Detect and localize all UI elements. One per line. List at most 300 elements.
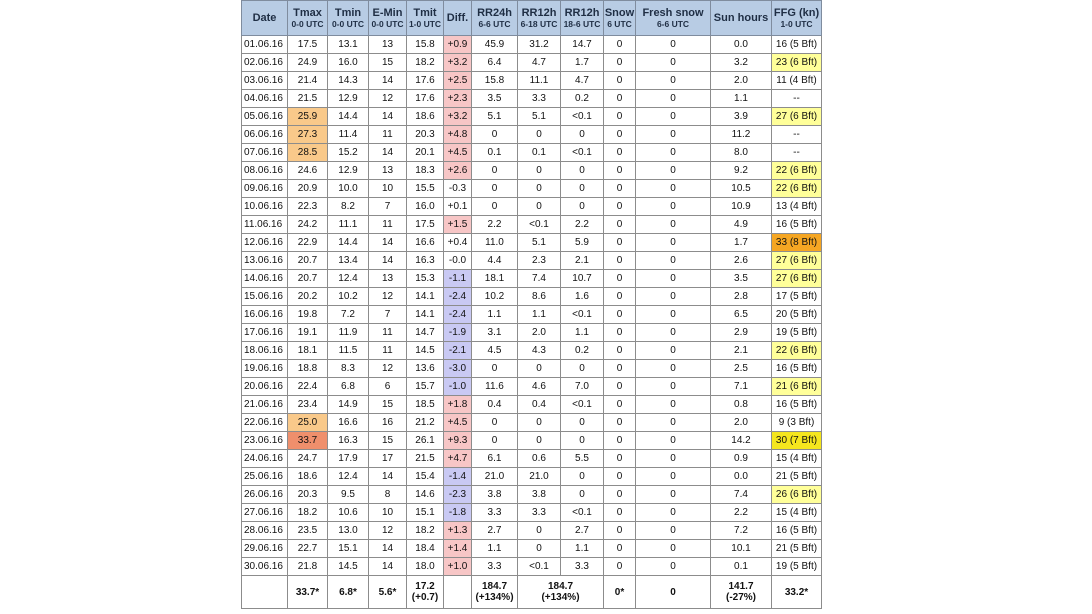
tmax-cell: 27.3 xyxy=(288,126,328,144)
table-row xyxy=(242,198,822,216)
tmin-cell: 16.3 xyxy=(328,432,369,450)
rr12d-cell: 31.2 xyxy=(518,36,561,54)
table-row xyxy=(242,468,822,486)
col-header-ffg[interactable] xyxy=(772,1,822,36)
rr12d-cell: 0.4 xyxy=(518,396,561,414)
table-row xyxy=(242,72,822,90)
emin-cell: 12 xyxy=(369,522,407,540)
date-cell: 15.06.16 xyxy=(242,288,288,306)
diff-cell: +4.8 xyxy=(444,126,472,144)
tmin-cell: 11.5 xyxy=(328,342,369,360)
tmin-cell: 15.2 xyxy=(328,144,369,162)
diff-cell: -0.0 xyxy=(444,252,472,270)
rr24-cell: 11.0 xyxy=(472,234,518,252)
rr12d-cell: 11.1 xyxy=(518,72,561,90)
rr12n-cell: 14.7 xyxy=(561,36,604,54)
tmit-cell: 17.6 xyxy=(407,72,444,90)
tmit-cell: 18.2 xyxy=(407,522,444,540)
tmax-cell: 18.2 xyxy=(288,504,328,522)
rr12d-cell: 0 xyxy=(518,198,561,216)
fresh-cell: 0 xyxy=(636,378,711,396)
rr24-cell: 0 xyxy=(472,162,518,180)
tmin-cell: 14.4 xyxy=(328,108,369,126)
tmit-cell: 15.8 xyxy=(407,36,444,54)
table-row xyxy=(242,90,822,108)
diff-cell: +1.0 xyxy=(444,558,472,576)
tmit-cell: 16.3 xyxy=(407,252,444,270)
fresh-cell: 0 xyxy=(636,360,711,378)
rr12d-cell: 8.6 xyxy=(518,288,561,306)
rr24-cell: 11.6 xyxy=(472,378,518,396)
fresh-cell: 0 xyxy=(636,306,711,324)
totals-row xyxy=(242,576,822,609)
col-subtitle: 6-18 UTC xyxy=(520,19,558,29)
diff-cell: -1.8 xyxy=(444,504,472,522)
diff-cell: -2.4 xyxy=(444,288,472,306)
rr12d-cell: 4.3 xyxy=(518,342,561,360)
fresh-cell: 0 xyxy=(636,414,711,432)
rr12n-cell: 0.2 xyxy=(561,342,604,360)
col-title: Tmax xyxy=(293,7,322,19)
rr12n-cell: 0.2 xyxy=(561,90,604,108)
sun-cell: 10.5 xyxy=(711,180,772,198)
tmin-cell: 8.3 xyxy=(328,360,369,378)
tmit-cell: 15.7 xyxy=(407,378,444,396)
snow-cell: 0 xyxy=(604,414,636,432)
rr12n-cell: 0 xyxy=(561,414,604,432)
date-cell: 26.06.16 xyxy=(242,486,288,504)
snow-cell: 0 xyxy=(604,450,636,468)
rr12d-cell: 0 xyxy=(518,162,561,180)
snow-cell: 0 xyxy=(604,360,636,378)
tmin-cell: 10.0 xyxy=(328,180,369,198)
diff-cell: +0.9 xyxy=(444,36,472,54)
col-header-snow[interactable] xyxy=(604,1,636,36)
table-row xyxy=(242,144,822,162)
rr12d-cell: 3.3 xyxy=(518,90,561,108)
tmit-cell: 14.1 xyxy=(407,306,444,324)
ffg-cell: 27 (6 Bft) xyxy=(772,252,822,270)
date-cell: 24.06.16 xyxy=(242,450,288,468)
sun-cell: 0.9 xyxy=(711,450,772,468)
date-cell: 21.06.16 xyxy=(242,396,288,414)
col-title: FFG (kn) xyxy=(773,7,820,19)
rr24-cell: 6.4 xyxy=(472,54,518,72)
col-title: Sun hours xyxy=(713,12,769,24)
rr12d-cell: 4.6 xyxy=(518,378,561,396)
sun-cell: 3.2 xyxy=(711,54,772,72)
diff-cell: +3.2 xyxy=(444,108,472,126)
col-header-tmit[interactable] xyxy=(407,1,444,36)
rr24-cell: 0 xyxy=(472,180,518,198)
emin-cell: 12 xyxy=(369,360,407,378)
table-row xyxy=(242,306,822,324)
emin-cell: 13 xyxy=(369,162,407,180)
fresh-cell: 0 xyxy=(636,540,711,558)
tmin-cell: 8.2 xyxy=(328,198,369,216)
tmax-cell: 18.1 xyxy=(288,342,328,360)
tmin-cell: 7.2 xyxy=(328,306,369,324)
date-cell: 18.06.16 xyxy=(242,342,288,360)
fresh-cell: 0 xyxy=(636,54,711,72)
tmax-cell: 25.0 xyxy=(288,414,328,432)
emin-cell: 15 xyxy=(369,432,407,450)
date-cell: 20.06.16 xyxy=(242,378,288,396)
tmin-cell: 16.0 xyxy=(328,54,369,72)
tmax-cell: 18.8 xyxy=(288,360,328,378)
rr24-cell: 4.4 xyxy=(472,252,518,270)
table-row xyxy=(242,378,822,396)
ffg-cell: 16 (5 Bft) xyxy=(772,36,822,54)
rr12n-cell: <0.1 xyxy=(561,108,604,126)
tmax-cell: 19.1 xyxy=(288,324,328,342)
tmax-cell: 22.7 xyxy=(288,540,328,558)
snow-cell: 0 xyxy=(604,72,636,90)
date-cell: 13.06.16 xyxy=(242,252,288,270)
fresh-cell: 0 xyxy=(636,216,711,234)
rr12n-cell: 2.2 xyxy=(561,216,604,234)
date-cell: 02.06.16 xyxy=(242,54,288,72)
total-rr12h-cell xyxy=(518,576,604,609)
tmin-cell: 13.0 xyxy=(328,522,369,540)
table-row xyxy=(242,180,822,198)
sun-cell: 2.1 xyxy=(711,342,772,360)
tmax-cell: 20.9 xyxy=(288,180,328,198)
snow-cell: 0 xyxy=(604,198,636,216)
tmit-cell: 15.1 xyxy=(407,504,444,522)
table-row xyxy=(242,360,822,378)
ffg-cell: 19 (5 Bft) xyxy=(772,324,822,342)
snow-cell: 0 xyxy=(604,270,636,288)
tmax-cell: 22.9 xyxy=(288,234,328,252)
col-subtitle: 0-0 UTC xyxy=(371,19,404,29)
date-cell: 09.06.16 xyxy=(242,180,288,198)
tmin-cell: 11.4 xyxy=(328,126,369,144)
rr24-cell: 3.5 xyxy=(472,90,518,108)
ffg-cell: 23 (6 Bft) xyxy=(772,54,822,72)
date-cell: 03.06.16 xyxy=(242,72,288,90)
rr12d-cell: 0 xyxy=(518,414,561,432)
emin-cell: 14 xyxy=(369,108,407,126)
tmit-cell: 16.0 xyxy=(407,198,444,216)
sun-cell: 2.0 xyxy=(711,72,772,90)
sun-cell: 1.7 xyxy=(711,234,772,252)
tmit-cell: 18.0 xyxy=(407,558,444,576)
snow-cell: 0 xyxy=(604,144,636,162)
rr12d-cell: 7.4 xyxy=(518,270,561,288)
diff-cell: +2.6 xyxy=(444,162,472,180)
emin-cell: 14 xyxy=(369,558,407,576)
table-row xyxy=(242,396,822,414)
ffg-cell: 17 (5 Bft) xyxy=(772,288,822,306)
emin-cell: 7 xyxy=(369,306,407,324)
table-row xyxy=(242,342,822,360)
diff-cell: +2.5 xyxy=(444,72,472,90)
tmit-cell: 14.7 xyxy=(407,324,444,342)
date-cell: 28.06.16 xyxy=(242,522,288,540)
ffg-cell: 21 (5 Bft) xyxy=(772,540,822,558)
snow-cell: 0 xyxy=(604,234,636,252)
table-row xyxy=(242,252,822,270)
snow-cell: 0 xyxy=(604,252,636,270)
sun-cell: 4.9 xyxy=(711,216,772,234)
diff-cell: +0.1 xyxy=(444,198,472,216)
diff-cell: +3.2 xyxy=(444,54,472,72)
ffg-cell: 15 (4 Bft) xyxy=(772,450,822,468)
table-row xyxy=(242,324,822,342)
table-row xyxy=(242,36,822,54)
date-cell: 10.06.16 xyxy=(242,198,288,216)
ffg-cell: 21 (5 Bft) xyxy=(772,468,822,486)
emin-cell: 11 xyxy=(369,324,407,342)
tmax-cell: 25.9 xyxy=(288,108,328,126)
tmit-cell: 17.6 xyxy=(407,90,444,108)
fresh-cell: 0 xyxy=(636,126,711,144)
tmin-cell: 11.1 xyxy=(328,216,369,234)
col-header-diff[interactable] xyxy=(444,1,472,36)
emin-cell: 8 xyxy=(369,486,407,504)
tmax-cell: 20.7 xyxy=(288,252,328,270)
rr12n-cell: 5.9 xyxy=(561,234,604,252)
rr12d-cell: 5.1 xyxy=(518,108,561,126)
rr12n-cell: 7.0 xyxy=(561,378,604,396)
rr12n-cell: <0.1 xyxy=(561,306,604,324)
snow-cell: 0 xyxy=(604,126,636,144)
rr24-cell: 0 xyxy=(472,432,518,450)
col-header-rr24h[interactable] xyxy=(472,1,518,36)
tmin-cell: 12.4 xyxy=(328,468,369,486)
total-rr24h-percent: (+134%) xyxy=(475,592,514,603)
table-body xyxy=(242,36,822,576)
diff-cell: +4.5 xyxy=(444,414,472,432)
snow-cell: 0 xyxy=(604,522,636,540)
table-row xyxy=(242,540,822,558)
rr12n-cell: 1.6 xyxy=(561,288,604,306)
ffg-cell: -- xyxy=(772,126,822,144)
diff-cell: -2.4 xyxy=(444,306,472,324)
emin-cell: 14 xyxy=(369,234,407,252)
tmit-cell: 15.5 xyxy=(407,180,444,198)
tmax-cell: 24.2 xyxy=(288,216,328,234)
fresh-cell: 0 xyxy=(636,72,711,90)
tmin-cell: 6.8 xyxy=(328,378,369,396)
rr12n-cell: 0 xyxy=(561,198,604,216)
sun-cell: 0.0 xyxy=(711,468,772,486)
rr12n-cell: 5.5 xyxy=(561,450,604,468)
rr12d-cell: 0.6 xyxy=(518,450,561,468)
col-header-tmin[interactable] xyxy=(328,1,369,36)
emin-cell: 12 xyxy=(369,288,407,306)
tmit-cell: 15.3 xyxy=(407,270,444,288)
tmax-cell: 18.6 xyxy=(288,468,328,486)
emin-cell: 14 xyxy=(369,540,407,558)
rr12n-cell: 4.7 xyxy=(561,72,604,90)
emin-cell: 11 xyxy=(369,342,407,360)
table-row xyxy=(242,504,822,522)
date-cell: 01.06.16 xyxy=(242,36,288,54)
emin-cell: 10 xyxy=(369,180,407,198)
tmax-cell: 19.8 xyxy=(288,306,328,324)
col-header-tmax[interactable] xyxy=(288,1,328,36)
date-cell: 14.06.16 xyxy=(242,270,288,288)
rr12n-cell: 0 xyxy=(561,432,604,450)
tmax-cell: 20.2 xyxy=(288,288,328,306)
rr12n-cell: 2.1 xyxy=(561,252,604,270)
rr24-cell: 18.1 xyxy=(472,270,518,288)
total-ffg-cell: 33.2* xyxy=(772,576,822,609)
ffg-cell: 30 (7 Bft) xyxy=(772,432,822,450)
sun-cell: 2.2 xyxy=(711,504,772,522)
tmit-cell: 26.1 xyxy=(407,432,444,450)
tmax-cell: 17.5 xyxy=(288,36,328,54)
diff-cell: +0.4 xyxy=(444,234,472,252)
tmin-cell: 12.9 xyxy=(328,90,369,108)
rr12d-cell: 4.7 xyxy=(518,54,561,72)
col-subtitle: 1-0 UTC xyxy=(780,19,813,29)
ffg-cell: 20 (5 Bft) xyxy=(772,306,822,324)
tmin-cell: 14.9 xyxy=(328,396,369,414)
snow-cell: 0 xyxy=(604,324,636,342)
diff-cell: +1.3 xyxy=(444,522,472,540)
tmin-cell: 14.3 xyxy=(328,72,369,90)
tmit-cell: 21.2 xyxy=(407,414,444,432)
total-sun-percent: (-27%) xyxy=(725,592,756,603)
sun-cell: 3.9 xyxy=(711,108,772,126)
emin-cell: 15 xyxy=(369,396,407,414)
tmit-cell: 18.6 xyxy=(407,108,444,126)
fresh-cell: 0 xyxy=(636,36,711,54)
sun-cell: 7.2 xyxy=(711,522,772,540)
date-cell: 07.06.16 xyxy=(242,144,288,162)
tmit-cell: 18.5 xyxy=(407,396,444,414)
sun-cell: 7.4 xyxy=(711,486,772,504)
total-sun-cell xyxy=(711,576,772,609)
ffg-cell: -- xyxy=(772,90,822,108)
tmax-cell: 20.3 xyxy=(288,486,328,504)
col-header-rr12h-day[interactable] xyxy=(518,1,561,36)
date-cell: 08.06.16 xyxy=(242,162,288,180)
weather-data-table xyxy=(241,0,822,609)
emin-cell: 14 xyxy=(369,144,407,162)
rr12d-cell: 0 xyxy=(518,522,561,540)
snow-cell: 0 xyxy=(604,162,636,180)
rr24-cell: 0.4 xyxy=(472,396,518,414)
col-subtitle: 6-6 UTC xyxy=(478,19,511,29)
date-cell: 17.06.16 xyxy=(242,324,288,342)
rr12d-cell: 0 xyxy=(518,432,561,450)
total-date-cell xyxy=(242,576,288,609)
diff-cell: +1.8 xyxy=(444,396,472,414)
fresh-cell: 0 xyxy=(636,288,711,306)
snow-cell: 0 xyxy=(604,396,636,414)
col-subtitle: 0-0 UTC xyxy=(291,19,324,29)
rr24-cell: 3.3 xyxy=(472,504,518,522)
date-cell: 04.06.16 xyxy=(242,90,288,108)
snow-cell: 0 xyxy=(604,486,636,504)
total-rr24h-cell xyxy=(472,576,518,609)
ffg-cell: 9 (3 Bft) xyxy=(772,414,822,432)
rr24-cell: 4.5 xyxy=(472,342,518,360)
rr12n-cell: <0.1 xyxy=(561,504,604,522)
sun-cell: 9.2 xyxy=(711,162,772,180)
tmax-cell: 33.7 xyxy=(288,432,328,450)
sun-cell: 14.2 xyxy=(711,432,772,450)
tmin-cell: 10.2 xyxy=(328,288,369,306)
sun-cell: 0.1 xyxy=(711,558,772,576)
sun-cell: 2.9 xyxy=(711,324,772,342)
col-title: RR24h xyxy=(477,7,512,19)
snow-cell: 0 xyxy=(604,288,636,306)
rr12d-cell: 0.1 xyxy=(518,144,561,162)
emin-cell: 17 xyxy=(369,450,407,468)
fresh-cell: 0 xyxy=(636,432,711,450)
snow-cell: 0 xyxy=(604,342,636,360)
table-row xyxy=(242,414,822,432)
col-title: Diff. xyxy=(446,12,469,24)
ffg-cell: 22 (6 Bft) xyxy=(772,342,822,360)
sun-cell: 7.1 xyxy=(711,378,772,396)
col-header-emin[interactable] xyxy=(369,1,407,36)
tmin-cell: 14.4 xyxy=(328,234,369,252)
tmax-cell: 22.4 xyxy=(288,378,328,396)
tmin-cell: 10.6 xyxy=(328,504,369,522)
tmax-cell: 24.7 xyxy=(288,450,328,468)
rr12n-cell: 0 xyxy=(561,126,604,144)
tmit-cell: 16.6 xyxy=(407,234,444,252)
snow-cell: 0 xyxy=(604,558,636,576)
rr12n-cell: <0.1 xyxy=(561,144,604,162)
tmit-cell: 13.6 xyxy=(407,360,444,378)
total-tmit-cell xyxy=(407,576,444,609)
emin-cell: 14 xyxy=(369,468,407,486)
col-header-date[interactable] xyxy=(242,1,288,36)
tmax-cell: 24.9 xyxy=(288,54,328,72)
diff-cell: -0.3 xyxy=(444,180,472,198)
rr12n-cell: 0 xyxy=(561,486,604,504)
col-header-rr12h-night[interactable] xyxy=(561,1,604,36)
fresh-cell: 0 xyxy=(636,486,711,504)
tmin-cell: 14.5 xyxy=(328,558,369,576)
col-subtitle: 6-6 UTC xyxy=(656,19,690,29)
col-header-sun-hours[interactable] xyxy=(711,1,772,36)
emin-cell: 15 xyxy=(369,54,407,72)
table-row xyxy=(242,162,822,180)
tmin-cell: 15.1 xyxy=(328,540,369,558)
table-row xyxy=(242,270,822,288)
rr12d-cell: 1.1 xyxy=(518,306,561,324)
col-title: Tmin xyxy=(334,7,362,19)
total-diff-cell xyxy=(444,576,472,609)
col-title: Tmit xyxy=(413,7,437,19)
total-tmit-deviation: (+0.7) xyxy=(411,592,439,603)
rr24-cell: 6.1 xyxy=(472,450,518,468)
fresh-cell: 0 xyxy=(636,252,711,270)
diff-cell: -2.1 xyxy=(444,342,472,360)
col-header-fresh-snow[interactable] xyxy=(636,1,711,36)
total-fresh-snow-cell: 0 xyxy=(636,576,711,609)
ffg-cell: 21 (6 Bft) xyxy=(772,378,822,396)
diff-cell: -1.4 xyxy=(444,468,472,486)
sun-cell: 3.5 xyxy=(711,270,772,288)
fresh-cell: 0 xyxy=(636,558,711,576)
rr12n-cell: 2.7 xyxy=(561,522,604,540)
emin-cell: 6 xyxy=(369,378,407,396)
total-rr12h-percent: (+134%) xyxy=(541,592,580,603)
tmin-cell: 9.5 xyxy=(328,486,369,504)
ffg-cell: 16 (5 Bft) xyxy=(772,522,822,540)
snow-cell: 0 xyxy=(604,504,636,522)
tmax-cell: 22.3 xyxy=(288,198,328,216)
